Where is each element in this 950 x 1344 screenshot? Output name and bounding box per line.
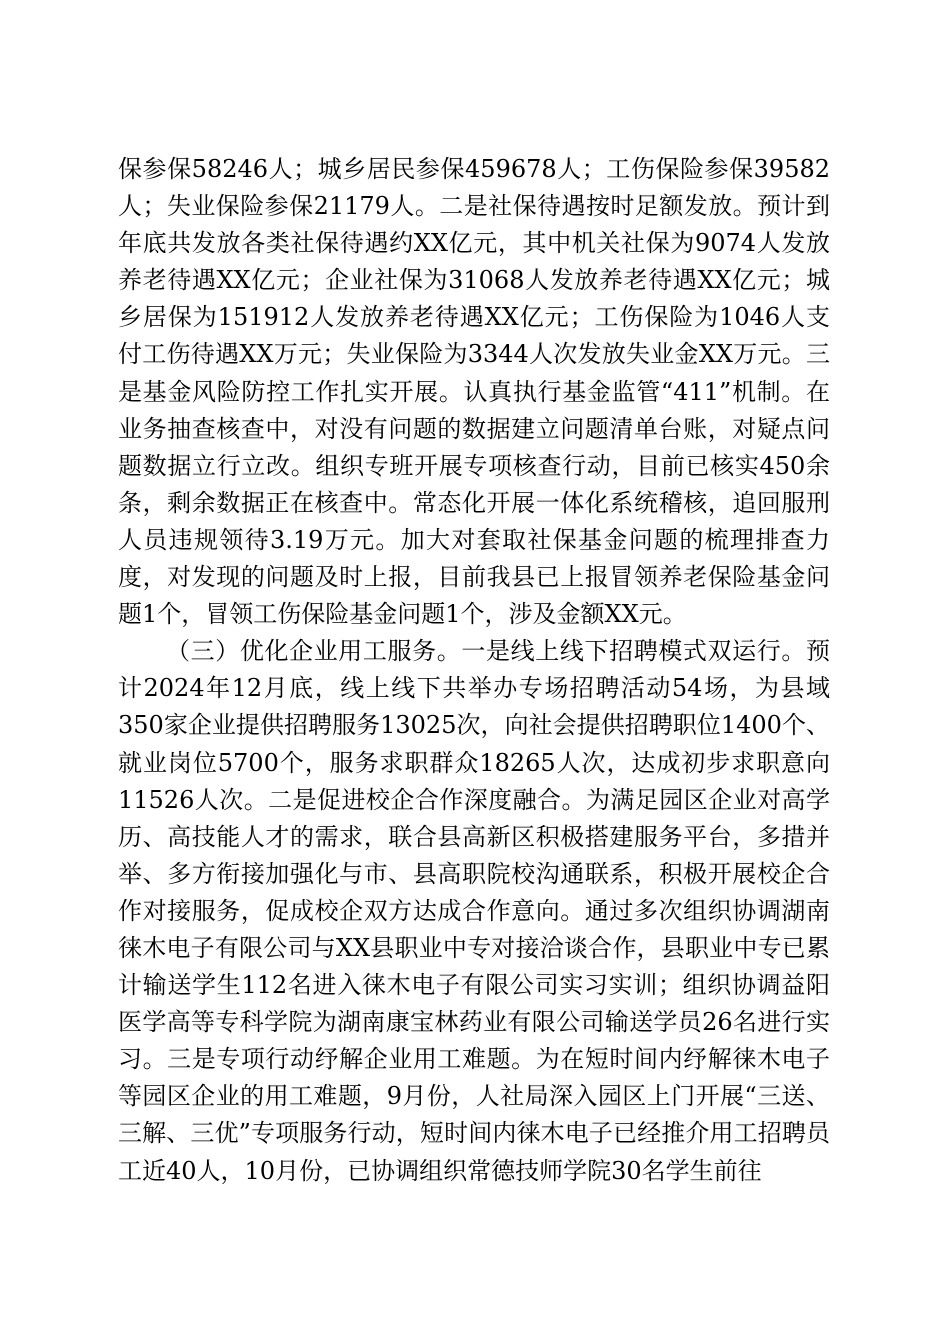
section-heading-three: （三）优化企业用工服务。 — [166, 637, 462, 666]
paragraph-employment-service — [118, 633, 830, 1189]
document-body — [118, 151, 830, 1190]
paragraph-social-security: 保参保58246人；城乡居民参保459678人；工伤保险参保39582人；失业保险参保21179人。二是社保待遇按时足额发放。预计到年底共发放各类社保待遇约XX亿元，其中机关社保为9074人发放养老待遇XX亿元；企业社保为31068人发放养老待遇XX亿元；城乡居保为151912人发放养老待遇XX亿元；工伤保险为1046人支付工伤待遇XX万元；失业保险为3344人次发放失业金XX万元。三是基金风险防控工作扎实开展。认真执行基金监管“411”机制。在业务抽查核查中，对没有问题的数据建立问题清单台账，对疑点问题数据立行立改。组织专班开展专项核查行动，目前已核实450余条，剩余数据正在核查中。常态化开展一体化系统稽核，追回服刑人员违规领待3.19万元。加大对套取社保基金问题的梳理排查力度，对发现的问题及时上报，目前我县已上报冒领养老保险基金问题1个，冒领工伤保险基金问题1个，涉及金额XX元。 — [118, 155, 830, 629]
paragraph-employment-service-text: 一是线上线下招聘模式双运行。预计2024年12月底，线上线下共举办专场招聘活动54场，为县域350家企业提供招聘服务13025次，向社会提供招聘职位1400个、就业岗位5700个，服务求职群众18265人次，达成初步求职意向11526人次。二是促进校企合作深度融合。为满足园区企业对高学历、高技能人才的需求，联合县高新区积极搭建服务平台，多措并举、多方衔接加强化与市、县高职院校沟通联系，积极开展校企合作对接服务，促成校企双方达成合作意向。通过多次组织协调湖南徕木电子有限公司与XX县职业中专对接洽谈合作，县职业中专已累计输送学生112名进入徕木电子有限公司实习实训；组织协调益阳医学高等专科学院为湖南康宝林药业有限公司输送学员26名进行实习。三是专项行动纾解企业用工难题。为在短时间内纾解徕木电子等园区企业的用工难题，9月份，人社局深入园区上门开展“三送、三解、三优”专项服务行动，短时间内徕木电子已经推介用工招聘员工近40人，10月份，已协调组织常德技师学院30名学生前往 — [118, 637, 831, 1185]
